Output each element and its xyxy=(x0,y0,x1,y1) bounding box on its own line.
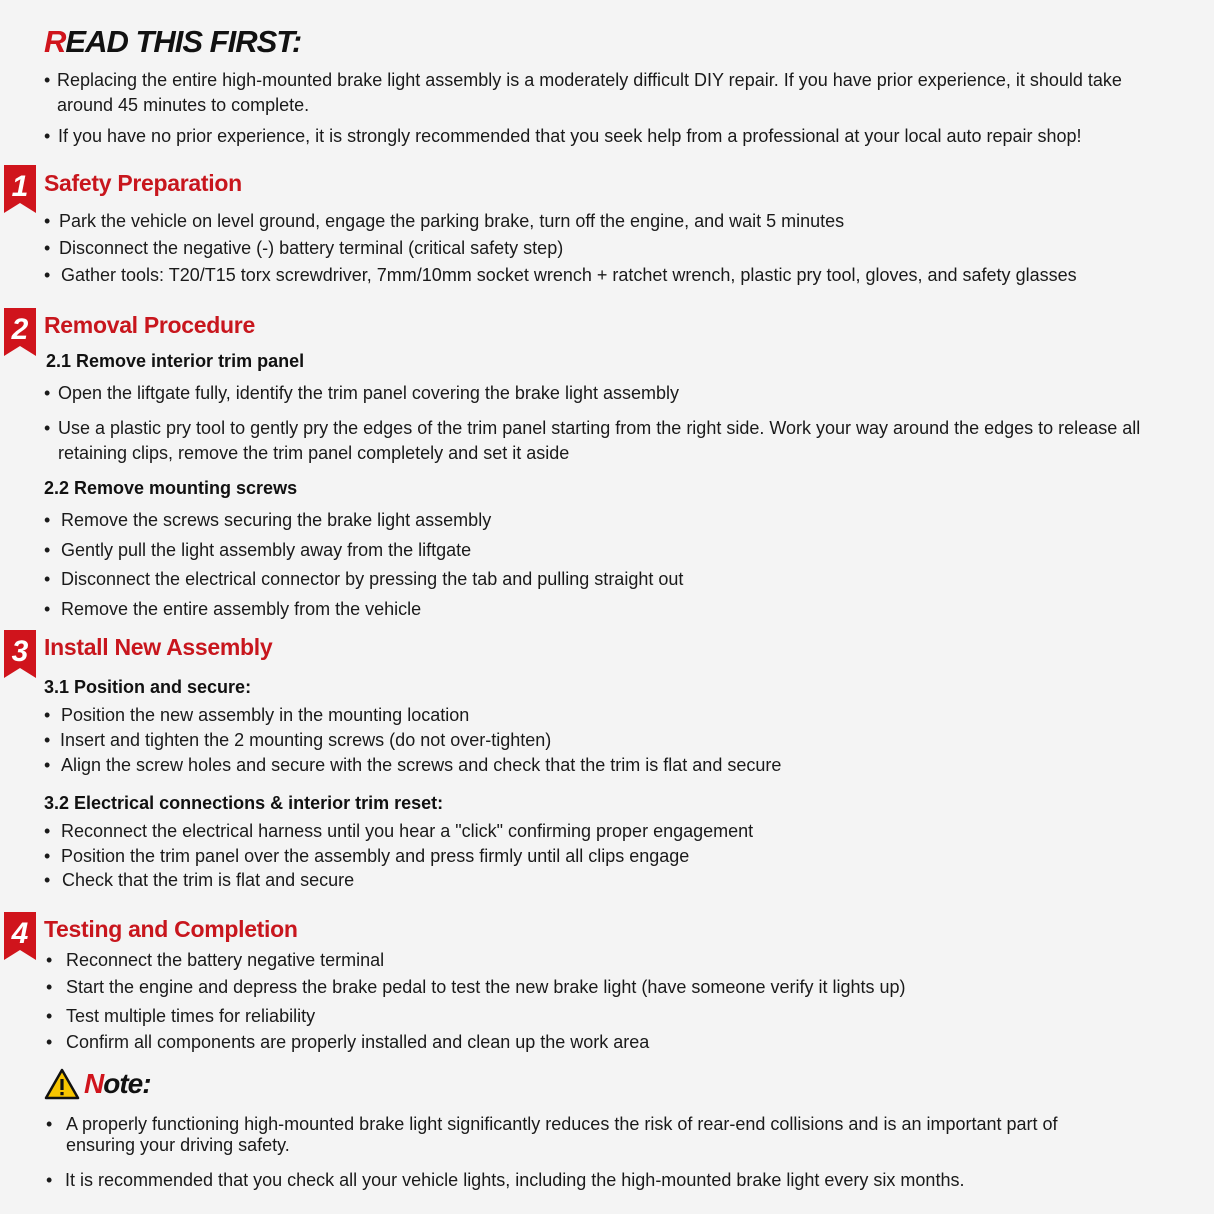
subsection-title-2-2: 2.2 Remove mounting screws xyxy=(44,478,298,498)
list-item: • If you have no prior experience, it is strongly recommended that you seek help from a professional at your local auto repair shop! xyxy=(44,124,1174,149)
bullet-icon: • xyxy=(44,265,51,285)
step-3-badge: 3 xyxy=(4,630,36,678)
list-item: • Position the new assembly in the mounting location xyxy=(44,703,1184,728)
bullet-icon: • xyxy=(46,1170,53,1190)
bullet-icon: • xyxy=(44,510,51,530)
list-item: • Remove the screws securing the brake light assembly xyxy=(44,508,1184,533)
list-item: • Disconnect the negative (-) battery terminal (critical safety step) xyxy=(44,236,1184,261)
list-item: • Start the engine and depress the brake pedal to test the new brake light (have someone verify it lights up) xyxy=(46,975,1186,1000)
list-item: • Check that the trim is flat and secure xyxy=(44,868,1184,893)
section-title-install: Install New Assembly xyxy=(44,634,273,660)
bullet-icon: • xyxy=(44,418,51,438)
step-2-badge: 2 xyxy=(4,308,36,356)
bullet-icon: • xyxy=(46,1114,53,1134)
list-item: • A properly functioning high-mounted brake light significantly reduces the risk of rear-end collisions and is an important part of ensuring your driving safety. xyxy=(46,1114,1058,1155)
bullet-icon: • xyxy=(44,383,51,403)
list-item: • Gently pull the light assembly away from the liftgate xyxy=(44,538,1184,563)
step-1-badge: 1 xyxy=(4,165,36,213)
bullet-icon: • xyxy=(44,569,51,589)
bullet-icon: • xyxy=(44,599,51,619)
warning-triangle-icon xyxy=(44,1068,80,1100)
note-title-first-letter: N xyxy=(84,1068,104,1099)
step-4-badge: 4 xyxy=(4,912,36,960)
list-item: • Reconnect the electrical harness until you hear a "click" confirming proper engagement xyxy=(44,819,1184,844)
title-rest: EAD THIS FIRST: xyxy=(65,24,302,59)
note-title-rest: ote: xyxy=(103,1068,151,1099)
bullet-icon: • xyxy=(44,540,51,560)
list-item: • It is recommended that you check all your vehicle lights, including the high-mounted brake light every six months. xyxy=(46,1168,1186,1193)
list-item: • Insert and tighten the 2 mounting screws (do not over-tighten) xyxy=(44,728,1184,753)
bullet-icon: • xyxy=(46,950,53,970)
bullet-icon: • xyxy=(44,238,51,258)
title-first-letter: R xyxy=(44,24,66,59)
list-item: • Reconnect the battery negative terminal xyxy=(46,948,1186,973)
bullet-icon: • xyxy=(46,1032,53,1052)
subsection-title-3-1: 3.1 Position and secure: xyxy=(44,677,252,697)
list-item: • Open the liftgate fully, identify the trim panel covering the brake light assembly xyxy=(44,381,1184,406)
list-item: • Use a plastic pry tool to gently pry the edges of the trim panel starting from the right side. Work your way around the edges to release all retaining clips, remove the trim panel completely and set it aside xyxy=(44,418,1141,463)
bullet-icon: • xyxy=(44,70,51,90)
bullet-icon: • xyxy=(44,846,51,866)
section-title-safety: Safety Preparation xyxy=(44,170,242,196)
read-this-first-title xyxy=(44,24,301,60)
list-item: • Gather tools: T20/T15 torx screwdriver, 7mm/10mm socket wrench + ratchet wrench, plastic pry tool, gloves, and safety glasses xyxy=(44,263,1194,288)
section-title-removal: Removal Procedure xyxy=(44,312,255,338)
list-item: • Remove the entire assembly from the vehicle xyxy=(44,597,1184,622)
list-item: • Replacing the entire high-mounted brake light assembly is a moderately difficult DIY repair. If you have prior experience, it should take around 45 minutes to complete. xyxy=(44,70,1122,115)
note-title xyxy=(44,1068,151,1100)
bullet-icon: • xyxy=(44,126,51,146)
bullet-icon: • xyxy=(44,730,51,750)
list-item: • Position the trim panel over the assembly and press firmly until all clips engage xyxy=(44,844,1184,869)
list-item: • Test multiple times for reliability xyxy=(46,1004,1186,1029)
list-item: • Confirm all components are properly installed and clean up the work area xyxy=(46,1030,1186,1055)
bullet-icon: • xyxy=(44,705,51,725)
bullet-icon: • xyxy=(46,1006,53,1026)
section-title-testing: Testing and Completion xyxy=(44,916,298,942)
list-item: • Park the vehicle on level ground, engage the parking brake, turn off the engine, and wait 5 minutes xyxy=(44,209,1184,234)
bullet-icon: • xyxy=(44,211,51,231)
bullet-icon: • xyxy=(46,977,53,997)
list-item: • Align the screw holes and secure with the screws and check that the trim is flat and secure xyxy=(44,753,1184,778)
subsection-title-2-1: 2.1 Remove interior trim panel xyxy=(46,351,305,371)
subsection-title-3-2: 3.2 Electrical connections & interior trim reset: xyxy=(44,793,444,813)
list-item: • Disconnect the electrical connector by pressing the tab and pulling straight out xyxy=(44,567,1184,592)
bullet-icon: • xyxy=(44,821,51,841)
bullet-icon: • xyxy=(44,870,51,890)
bullet-icon: • xyxy=(44,755,51,775)
